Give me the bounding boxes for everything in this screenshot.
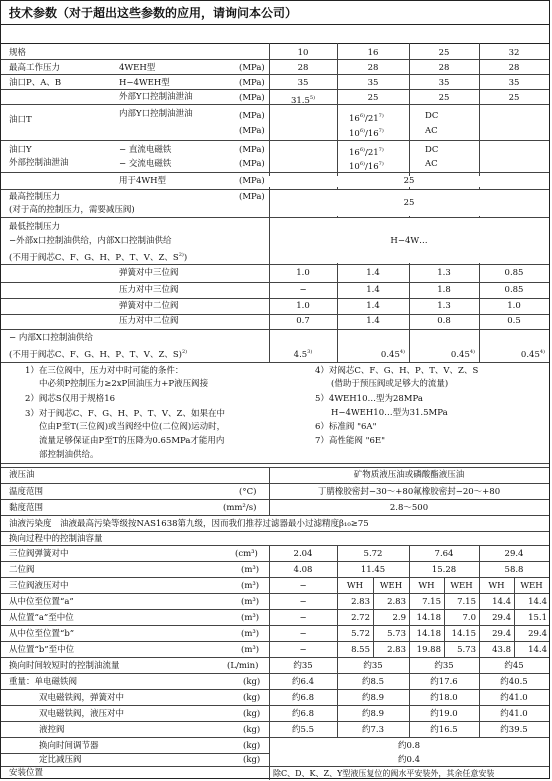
- size-25: 25: [438, 48, 450, 58]
- size-10: 10: [297, 48, 309, 58]
- size-16: 16: [367, 48, 379, 58]
- page-title: 技术参数（对于超出这些参数的应用，请询问本公司）: [1, 1, 549, 25]
- spec-label: 规格: [9, 48, 27, 58]
- spec-sheet: 技术参数（对于超出这些参数的应用，请询问本公司） 规格 10 16 25 32 最高工作压力 4WEH型 (MPa) 28 28 28 28 油口P、A、B H−4WEH型 (MPa) 35 35 35 35 外部Y口控制油泄油 (MPa) 31.5$^{5)}$ 25 25 25 油口T 内部Y口控制油泄油 (MPa) (MPa) 16$^{6)}$/21$^{7)}$ DC 10$^{6)}$/16$^{7)}$ AC 油口Y 外部控制油泄油 − 直流电磁铁 − 交流电磁铁 (MPa) (MPa) 16$^{6)}$/21$^{7)}$ DC 10$^{6)}$/16$^{7)}$ AC 用于4WH型 (MPa) 25 最高控制压力 (对于高的控制压力，需要减压阀) (MPa) 25 最低控制压力 −外部x口控制油供给，内部X口控制油供给 (不用于阀芯C、F、G、H、P、T、V、Z、$S^{2)}$) H−4W… 弹簧对中三位阀 1.0 1.4 1.3 0.85 压力对中三位阀 − 1.4 1.8 0.85 弹簧对中二位阀 1.0 1.4 1.3 1.0 压力对中二位阀 0.7 1.4 0.8 0.5 − 内部X口控制油供给 (不用于阀芯C、F、G、H、P、T、V、Z、S)$^{2)}$ 4.5$^{3)}$ 0.45$^{4)}$ 0.45$^{4)}$ 0.45$^{4)}$ 1）在三位阀中，压力对中时可能的条件： 中必须P控制压力≥2xP回油压力+P液压阀接 2）阀芯S仅用于规格16 3）对于阀芯C、F、G、H、P、T、V、Z、如果在中 位由P至T(三位阀)或当阀经中位(二位阀)运动时， 流量足够保证由P至T的压降为0.65MPa才能用内 部控制油供给。 4）对阀芯C、F、G、H、P、T、V、Z、S (借助于预压阀或足够大的流量) 5）4WEH10…型为28MPa H−4WEH10…型为31.5MPa 6）标准阀 "6A" 7）高性能阀 "6E" 液压油 矿物质液压油或磷酸酯液压油 温度范围 (°C) 丁腈橡胶密封−30～+80氟橡胶密封−20～+80 黏度范围 (mm²/s) 2.8～500 油液污染度 油液最高污染等级按NAS1638第九级，因而我们推荐过滤器最小过滤精度β₁₀≥75 换向过程中的控制油容量 三位阀弹簧对中 (cm³) 2.04 5.72 7.64 29.4 二位阀 (m³) 4.08 11.45 15.28 58.8 三位阀液压对中 (m³) − WH WEH WH WEH WH WEH 从中位至位置“a” (m³) − 2.83 2.83 7.15 7.15 14.4 14.4 从位置“a”至中位 (m³) − 2.72 2.9 14.18 7.0 29.4 15.1 从中位至位置“b” (m³) − 5.72 5.73 14.18 14.15 29.4 29.4 从位置“b”至中位 (m³) − 8.55 2.83 19.88 5.73 43.8 14.4 换向时间较短时的控制油流量 (L/min) 约35 约35 约35 约45 重量：单电磁铁阀 (kg) 约6.4 约8.5 约17.6 约40.5 双电磁铁阀，弹簧对中 (kg) 约6.8 约8.9 约18.0 约41.0 双电磁铁阀，液压对中 (kg) 约6.8 约8.9 约19.0 约41.0 液控阀 (kg) 约5.5 约7.3 约16.5 约39.5 换向时间调节器 (kg) 约0.8 定比减压阀 (kg) 约0.4 安装位置 除C、D、K、Z、Y型液压复位的阀水平安装外，其余任意安装: [0, 0, 550, 779]
- size-32: 32: [508, 48, 520, 58]
